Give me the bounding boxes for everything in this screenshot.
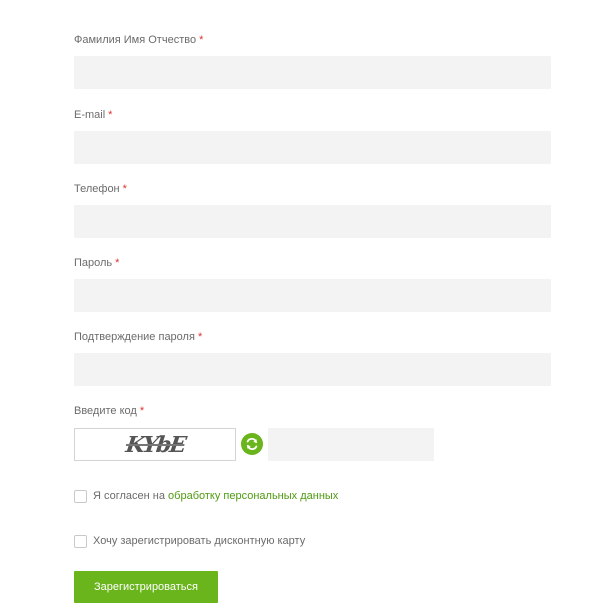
consent-text: Я согласен на <box>93 490 169 502</box>
email-input[interactable] <box>74 131 551 164</box>
discount-card-checkbox[interactable] <box>74 535 87 548</box>
full-name-label <box>74 33 203 47</box>
required-mark: * <box>199 34 204 46</box>
full-name-input[interactable] <box>74 56 551 89</box>
refresh-icon <box>245 437 259 451</box>
required-mark: * <box>108 109 113 121</box>
password-label-text: Пароль <box>74 257 113 269</box>
consent-row <box>74 488 338 504</box>
password-input[interactable] <box>74 279 551 312</box>
personal-data-link[interactable]: обработку персональных данных <box>168 490 339 502</box>
register-button[interactable]: Зарегистрироваться <box>74 571 218 603</box>
required-mark: * <box>115 257 120 269</box>
captcha-image <box>74 428 236 461</box>
password-confirm-input[interactable] <box>74 353 551 386</box>
consent-checkbox[interactable] <box>74 490 87 503</box>
password-confirm-label <box>74 330 202 344</box>
phone-label-text: Телефон <box>74 183 120 195</box>
captcha-refresh-button[interactable] <box>241 433 263 455</box>
captcha-label-text: Введите код <box>74 405 137 417</box>
phone-input[interactable] <box>74 205 551 238</box>
full-name-label-text: Фамилия Имя Отчество <box>74 34 197 46</box>
captcha-image-text: KYbE <box>123 431 187 458</box>
captcha-input[interactable] <box>268 428 434 461</box>
required-mark: * <box>197 331 203 343</box>
required-mark: * <box>122 183 127 195</box>
required-mark: * <box>139 405 145 417</box>
email-label-text: E-mail <box>74 109 106 121</box>
discount-card-row <box>74 533 305 549</box>
password-confirm-label-text: Подтверждение пароля <box>74 331 195 343</box>
captcha-label <box>74 404 144 418</box>
phone-label <box>74 182 127 196</box>
discount-card-label: Хочу зарегистрировать дисконтную карту <box>93 535 306 547</box>
consent-label <box>93 490 338 502</box>
password-label <box>74 256 119 270</box>
email-label <box>74 108 112 122</box>
